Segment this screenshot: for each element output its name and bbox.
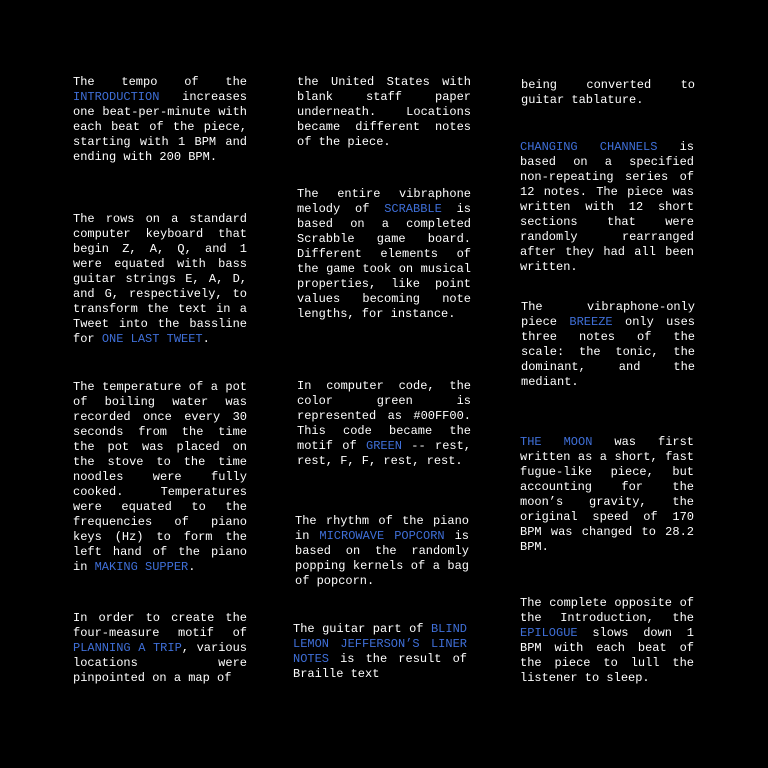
para-text-after: slows down 1 BPM with each beat of the piece to lull the listener to sleep.: [520, 626, 694, 685]
track-title-introduction: INTRODUCTION: [73, 90, 160, 104]
track-title-the-moon: THE MOON: [520, 435, 593, 449]
paragraph-introduction: [73, 75, 247, 165]
para-text-after: is based on a completed Scrabble game board. Different elements of the game took on musical properties, like point values becoming note lengths, for instance.: [297, 202, 472, 321]
para-text-after: is the result of Braille text: [293, 652, 467, 681]
track-title-scrabble: SCRABBLE: [384, 202, 442, 216]
para-text-after: was first written as a short, fast fugue-like piece, but accounting for the moon’s gravity, the original speed of 170 BPM was changed to 28.2 BPM.: [520, 435, 695, 554]
para-text-after: is based on a specified non-repeating series of 12 notes. The piece was written with 12 short sections that were randomly rearranged after they had all been written.: [520, 140, 694, 274]
para-text-before: The temperature of a pot of boiling water was recorded once every 30 seconds from the time the pot was placed on the stove to the time noodles were fully cooked. Temperatures were equated to the frequencies of piano keys (Hz) to form the left hand of the piano in: [73, 380, 247, 574]
paragraph-blind-lemon-jefferson: [293, 622, 467, 682]
para-text-after: increases one beat-per-minute with each beat of the piece, starting with 1 BPM and ending with 200 BPM.: [73, 90, 247, 164]
para-text-after: .: [202, 332, 210, 346]
para-text-before: The complete opposite of the Introduction, the: [520, 596, 694, 625]
paragraph-planning-a-trip: [73, 611, 247, 686]
paragraph-the-moon: [520, 435, 694, 555]
paragraph-epilogue: [520, 596, 694, 686]
paragraph-making-supper: [73, 380, 247, 575]
track-title-breeze: BREEZE: [569, 315, 613, 329]
paragraph-green: [297, 379, 471, 469]
track-title-blind-lemon-jeffersons-liner-notes: BLIND LEMON JEFFERSON’S LINER NOTES: [293, 622, 467, 666]
paragraph-scrabble: [297, 187, 471, 322]
para-text-before: The vibraphone-only piece: [521, 300, 695, 329]
track-title-one-last-tweet: ONE LAST TWEET: [101, 332, 203, 346]
para-text-after: , various locations were pinpointed on a map of: [73, 641, 247, 685]
para-text-before: The entire vibraphone melody of: [297, 187, 471, 216]
para-text-before: the United States with blank staff paper underneath. Locations became different notes of the piece.: [297, 75, 471, 149]
paragraph-changing-channels: [520, 140, 694, 275]
track-title-epilogue: EPILOGUE: [520, 626, 578, 640]
para-text-before: The rows on a standard computer keyboard that begin Z, A, Q, and 1 were equated with bass guitar strings E, A, D, and G, respectively, to transform the text in a Tweet into the bassline for: [73, 212, 247, 346]
para-text-before: In computer code, the color green is represented as #00FF00. This code became the motif of: [297, 379, 471, 453]
track-title-planning-a-trip: PLANNING A TRIP: [73, 641, 182, 655]
paragraph-one-last-tweet: [73, 212, 247, 347]
para-text-before: The guitar part of: [293, 622, 431, 636]
track-title-microwave-popcorn: MICROWAVE POPCORN: [319, 529, 445, 543]
paragraph-blind-lemon-continued: [521, 78, 695, 108]
para-text-before: being converted to guitar tablature.: [521, 78, 695, 107]
paragraph-breeze: [521, 300, 695, 390]
para-text-before: The rhythm of the piano in: [295, 514, 469, 543]
track-title-making-supper: MAKING SUPPER: [94, 560, 189, 574]
para-text-after: .: [188, 560, 196, 574]
para-text-after: only uses three notes of the scale: the tonic, the dominant, and the mediant.: [521, 315, 695, 389]
para-text-after: is based on the randomly popping kernels of a bag of popcorn.: [295, 529, 469, 588]
para-text-before: The tempo of the: [73, 75, 247, 89]
track-title-green: GREEN: [366, 439, 403, 453]
track-title-changing-channels: CHANGING CHANNELS: [520, 140, 658, 154]
para-text-after: -- rest, rest, F, F, rest, rest.: [297, 439, 472, 468]
para-text-before: In order to create the four-measure motif of: [73, 611, 247, 640]
paragraph-microwave-popcorn: [295, 514, 469, 589]
paragraph-planning-a-trip-continued: [297, 75, 471, 150]
